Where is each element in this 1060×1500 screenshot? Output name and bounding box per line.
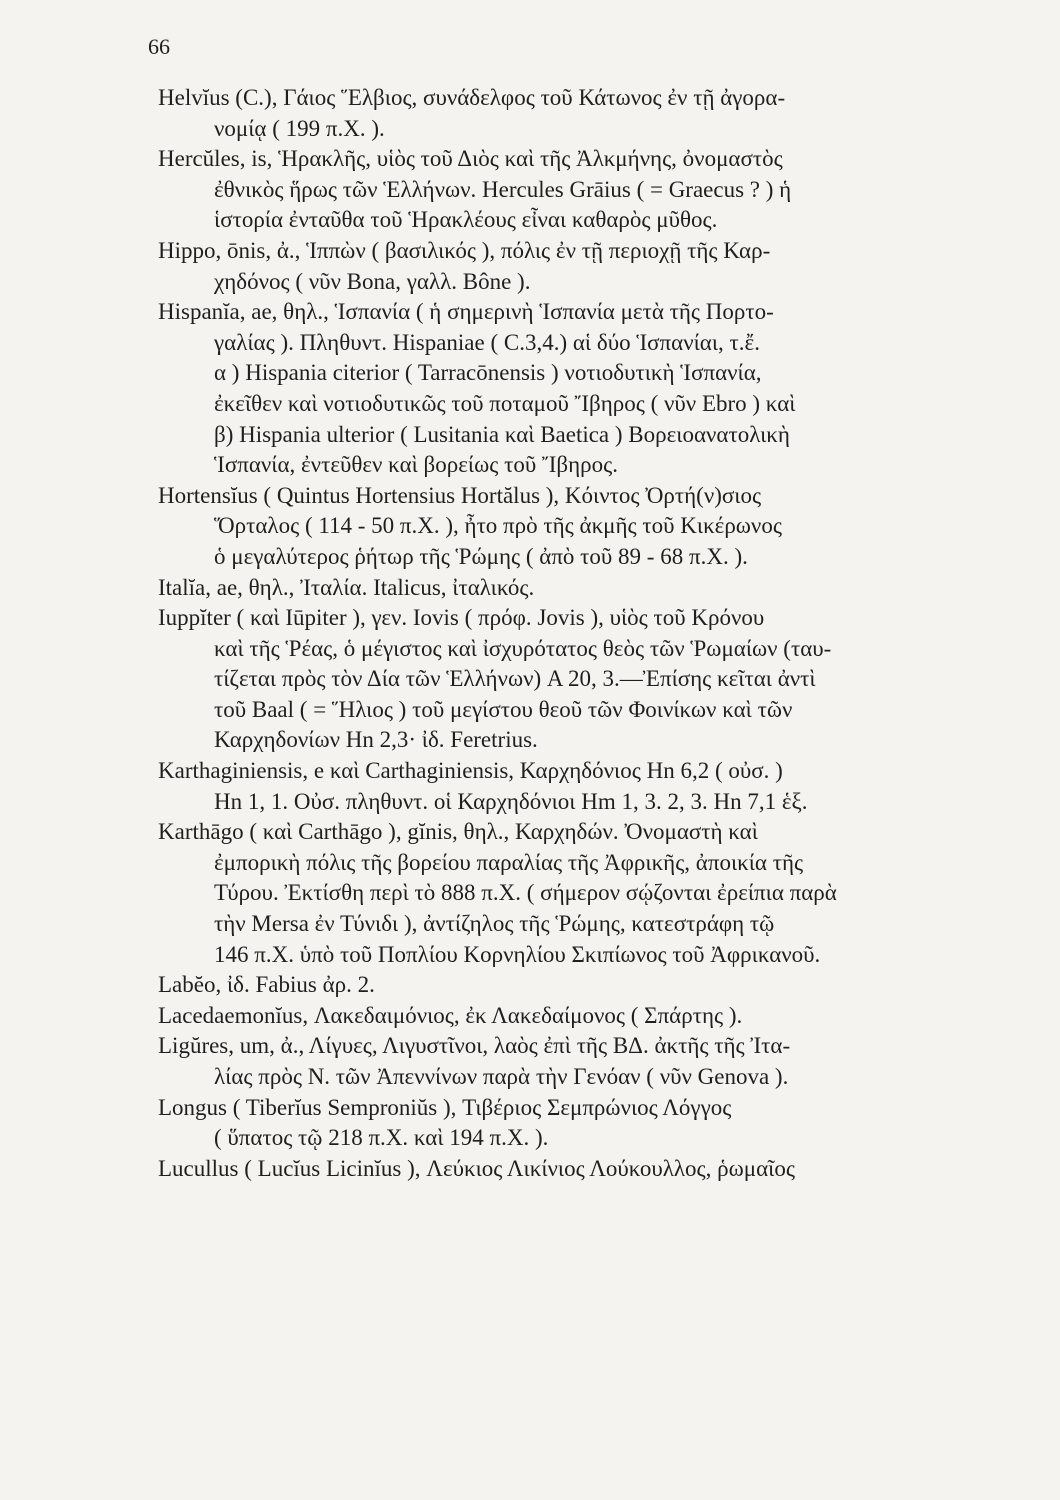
entry-line: χηδόνος ( νῦν Bona, γαλλ. Bône ). (214, 268, 531, 294)
entry-hispania (158, 297, 1018, 481)
entry-line: τὴν Mersa ἐν Τύνιδι ), ἀντίζηλος τῆς Ῥώμης, κατεστράφη τῷ (214, 911, 775, 937)
entry-line: ἱστορία ἐνταῦθα τοῦ Ἡρακλέους εἶναι καθαρὸς μῦθος. (214, 207, 718, 233)
entry-line: Labĕo, ἰδ. Fabius ἀρ. 2. (158, 972, 375, 998)
entry-line: τίζεται πρὸς τὸν Δία τῶν Ἑλλήνων) A 20, 3.—Ἐπίσης κεῖται ἀντὶ (214, 666, 816, 692)
entry-line: Longus ( Tiberĭus Semproniŭs ), Τιβέριος Σεμπρώνιος Λόγγος (158, 1094, 732, 1120)
entry-line: β) Hispania ulterior ( Lusitania καὶ Baetica ) Βορειοανατολικὴ (214, 421, 790, 447)
entry-line: ἐμπορικὴ πόλις τῆς βορείου παραλίας τῆς Ἀφρικῆς, ἀποικία τῆς (214, 849, 804, 875)
entry-line: ὁ μεγαλύτερος ῥήτωρ τῆς Ῥώμης ( ἀπὸ τοῦ 89 - 68 π.Χ. ). (214, 543, 748, 569)
entry-line: Τύρου. Ἐκτίσθη περὶ τὸ 888 π.Χ. ( σήμερον σῴζονται ἐρείπια παρὰ (214, 880, 837, 906)
entry-line: Hippo, ōnis, ἀ., Ἱππὼν ( βασιλικός ), πόλις ἐν τῇ περιοχῇ τῆς Καρ- (158, 237, 771, 263)
entry-hippo (158, 236, 1018, 297)
entry-hercules (158, 144, 1018, 236)
entry-line: ἐθνικὸς ἥρως τῶν Ἑλλήνων. Hercules Grāius ( = Graecus ? ) ἡ (214, 176, 792, 202)
entry-labeo (158, 970, 1018, 1001)
entry-line: Lacedaemonĭus, Λακεδαιμόνιος, ἐκ Λακεδαίμονος ( Σπάρτης ). (158, 1002, 743, 1028)
entry-karthaginiensis (158, 756, 1018, 817)
entry-line: Καρχηδονίων Hn 2,3· ἰδ. Feretrius. (214, 727, 538, 753)
entry-line: τοῦ Baal ( = Ἥλιος ) τοῦ μεγίστου θεοῦ τῶν Φοινίκων καὶ τῶν (214, 696, 793, 722)
entry-line: α ) Hispania citerior ( Tarracōnensis ) νοτιοδυτικὴ Ἱσπανία, (214, 360, 762, 386)
entry-line: λίας πρὸς Ν. τῶν Ἀπεννίνων παρὰ τὴν Γενόαν ( νῦν Genova ). (214, 1064, 789, 1089)
entry-line: Helvĭus (C.), Γάιος Ἕλβιος, συνάδελφος τοῦ Κάτωνος ἐν τῇ ἀγορα- (158, 85, 786, 110)
entry-lacedaemonius (158, 1001, 1018, 1032)
entry-karthago (158, 817, 1018, 970)
entry-line: Ἱσπανία, ἐντεῦθεν καὶ βορείως τοῦ Ἴβηρος. (214, 452, 618, 478)
entry-line: 146 π.Χ. ὑπὸ τοῦ Ποπλίου Κορνηλίου Σκιπίωνος τοῦ Ἀφρικανοῦ. (214, 941, 821, 967)
entry-line: Italĭa, ae, θηλ., Ἰταλία. Italicus, ἰταλικός. (158, 574, 535, 600)
entry-line: νομίᾳ ( 199 π.Χ. ). (214, 115, 385, 141)
entry-lucullus (158, 1154, 1018, 1185)
entry-hortensius (158, 481, 1018, 573)
entry-line: Karthāgo ( καὶ Carthāgo ), gĭnis, θηλ., Καρχηδών. Ὀνομαστὴ καὶ (158, 819, 758, 845)
entry-longus (158, 1093, 1018, 1154)
entry-line: γαλίας ). Πληθυντ. Hispaniae ( C.3,4.) αἱ δύο Ἱσπανίαι, τ.ἔ. (214, 329, 760, 355)
entry-line: Lucullus ( Lucĭus Licinĭus ), Λεύκιος Λικίνιος Λούκουλλος, ῥωμαῖος (158, 1155, 795, 1181)
entry-line: ( ὕπατος τῷ 218 π.Χ. καὶ 194 π.Χ. ). (214, 1125, 549, 1151)
entry-helvius (158, 83, 1018, 144)
entry-ligures (158, 1031, 1018, 1092)
entry-line: Ligŭres, um, ἀ., Λίγυες, Λιγυστῖνοι, λαὸς ἐπὶ τῆς ΒΔ. ἀκτῆς τῆς Ἰτα- (158, 1033, 791, 1059)
entry-line: Ὅρταλος ( 114 - 50 π.Χ. ), ἦτο πρὸ τῆς ἀκμῆς τοῦ Κικέρωνος (214, 513, 782, 539)
glossary-entries (158, 83, 1018, 1184)
entry-line: Karthaginiensis, e καὶ Carthaginiensis, Καρχηδόνιος Hn 6,2 ( οὐσ. ) (158, 758, 783, 784)
entry-italia (158, 573, 1018, 604)
entry-line: Hortensĭus ( Quintus Hortensius Hortălus ), Κόιντος Ὀρτή(ν)σιος (158, 482, 762, 508)
entry-line: Hn 1, 1. Οὐσ. πληθυντ. οἱ Καρχηδόνιοι Hm 1, 3. 2, 3. Hn 7,1 ἑξ. (214, 788, 808, 814)
entry-line: Hispanĭa, ae, θηλ., Ἱσπανία ( ἡ σημερινὴ Ἱσπανία μετὰ τῆς Πορτο- (158, 299, 774, 325)
page-number: 66 (148, 34, 170, 59)
entry-line: ἐκεῖθεν καὶ νοτιοδυτικῶς τοῦ ποταμοῦ Ἴβηρος ( νῦν Ebro ) καὶ (214, 390, 796, 416)
entry-line: Iuppĭter ( καὶ Iūpiter ), γεν. Iovis ( πρόφ. Jovis ), υἱὸς τοῦ Κρόνου (158, 605, 765, 631)
entry-iuppiter (158, 603, 1018, 756)
entry-line: Hercŭles, is, Ἡρακλῆς, υἱὸς τοῦ Διὸς καὶ τῆς Ἀλκμήνης, ὀνομαστὸς (158, 146, 783, 172)
entry-line: καὶ τῆς Ῥέας, ὁ μέγιστος καὶ ἰσχυρότατος θεὸς τῶν Ῥωμαίων (ταυ- (214, 635, 832, 661)
